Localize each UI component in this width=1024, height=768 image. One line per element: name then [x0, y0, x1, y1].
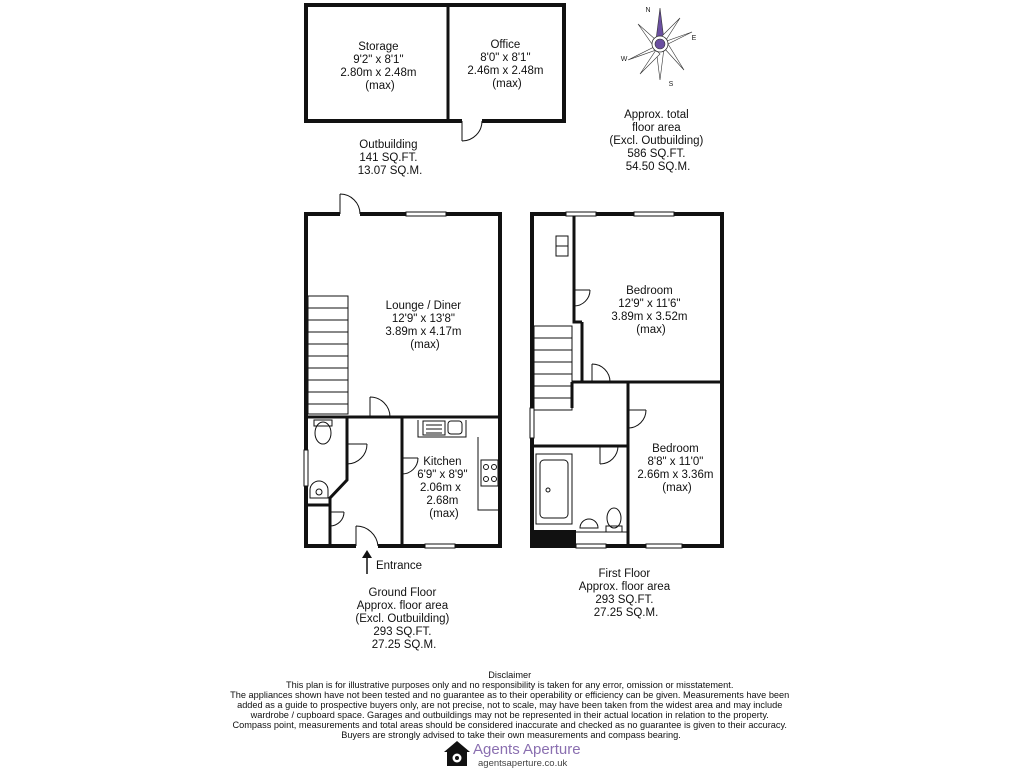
office-label: Office 8'0" x 8'1" 2.46m x 2.48m (max) — [467, 39, 544, 90]
compass-rose-icon — [628, 8, 692, 80]
total-area-label: Approx. total floor area (Excl. Outbuilding) 586 SQ.FT. 54.50 SQ.M. — [609, 109, 704, 173]
brand-url: agentsaperture.co.uk — [478, 758, 568, 768]
disclaimer: Disclaimer This plan is for illustrative purposes only and no responsibility is taken for any error, omission or misstatement. The appliances shown have not been tested and no guarantee as to their operability or efficiency can be given. Measurements have been added as a guide to prospective buyers only, are not precise, not to scale, may have been taken from the widest area and may include wardrobe / cupboard space. Garages and outbuildings may not be represented in their actual location in relation to the property. Compass point, measurements and total areas should be considered inaccurate and checked as no guarantee is given to their accuracy. Buyers are strongly advised to take their own measurements and compass bearing. — [230, 670, 790, 740]
house-logo-icon — [444, 741, 470, 766]
bedroom-2-label: Bedroom 8'8" x 11'0" 2.66m x 3.36m (max) — [637, 443, 714, 494]
first-floor-area-label: First Floor Approx. floor area 293 SQ.FT. 27.25 SQ.M. — [578, 568, 671, 619]
first-floor-plan — [530, 212, 722, 548]
compass-n: N — [645, 7, 651, 14]
outbuilding-area-label: Outbuilding 141 SQ.FT. 13.07 SQ.M. — [357, 139, 423, 177]
lounge-diner-label: Lounge / Diner 12'9" x 13'8" 3.89m x 4.17m (max) — [385, 300, 462, 351]
entrance-label: Entrance — [375, 560, 423, 572]
ground-floor-plan — [304, 194, 500, 574]
ground-floor-area-label: Ground Floor Approx. floor area (Excl. Outbuilding) 293 SQ.FT. 27.25 SQ.M. — [355, 587, 450, 651]
storage-label: Storage 9'2" x 8'1" 2.80m x 2.48m (max) — [340, 41, 417, 92]
compass-e: E — [691, 35, 697, 42]
compass-s: S — [668, 81, 674, 88]
compass-w: W — [620, 56, 628, 63]
bedroom-1-label: Bedroom 12'9" x 11'6" 3.89m x 3.52m (max) — [611, 285, 688, 336]
kitchen-label: Kitchen 6'9" x 8'9" 2.06m x 2.68m (max) — [417, 456, 468, 520]
brand-name: Agents Aperture — [473, 741, 581, 758]
